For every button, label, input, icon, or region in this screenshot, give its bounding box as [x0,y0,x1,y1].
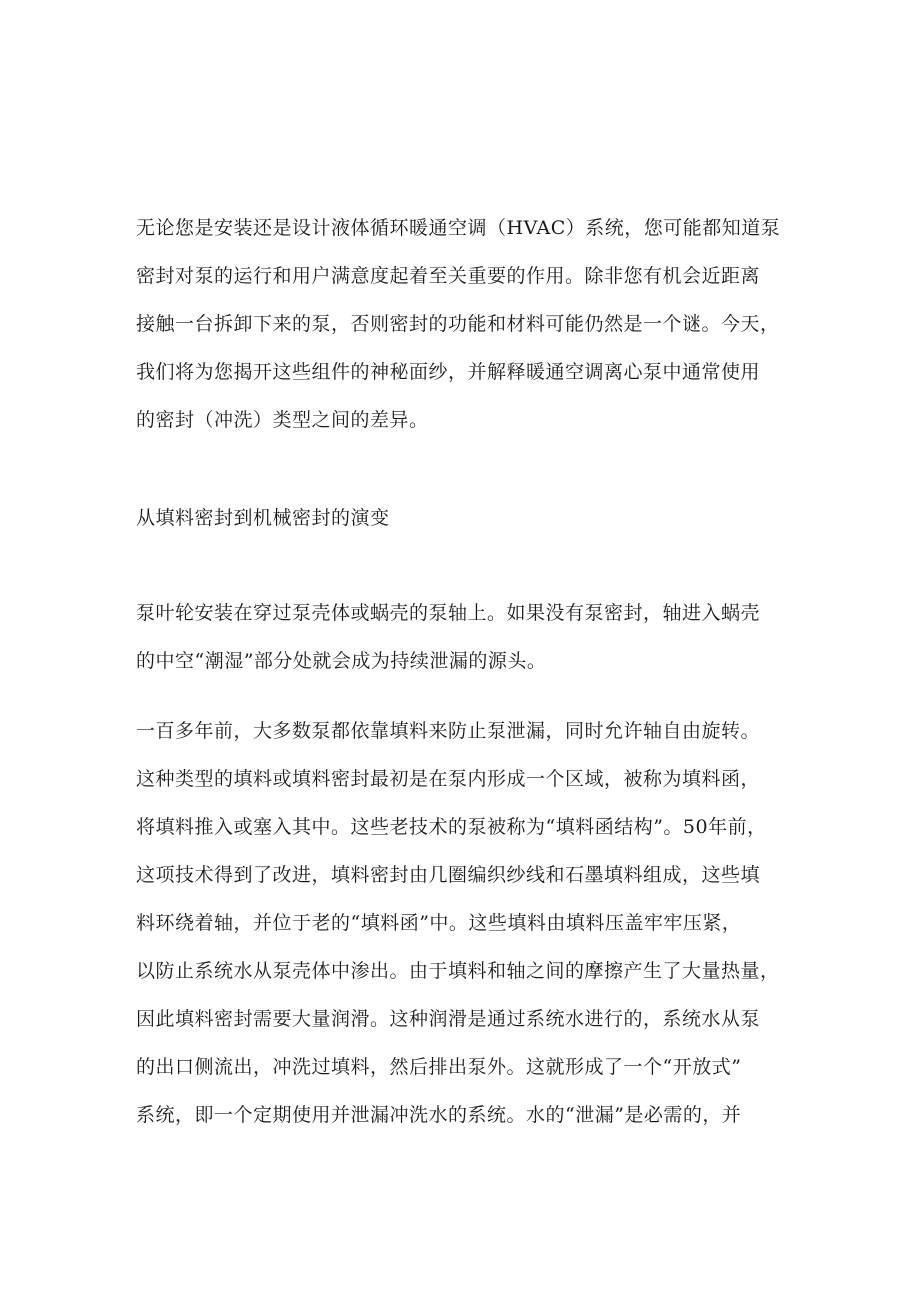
paragraph-3-line: 一百多年前，大多数泵都依靠填料来防止泵泄漏，同时允许轴自由旋转。 [136,720,761,742]
paragraph-1-line: 我们将为您揭开这些组件的神秘面纱，并解释暖通空调离心泵中通常使用 [136,361,761,383]
paragraph-3-line: 这种类型的填料或填料密封最初是在泵内形成一个区域，被称为填料函， [136,768,761,790]
paragraph-3-line: 的出口侧流出，冲洗过填料，然后排出泵外。这就形成了一个“开放式” [136,1056,742,1078]
paragraph-3-line: 以防止系统水从泵壳体中渗出。由于填料和轴之间的摩擦产生了大量热量， [136,960,780,982]
paragraph-3-line: 系统，即一个定期使用并泄漏冲洗水的系统。水的“泄漏”是必需的，并 [136,1104,742,1126]
paragraph-1-line: 密封对泵的运行和用户满意度起着至关重要的作用。除非您有机会近距离 [136,265,761,287]
paragraph-3-line: 这项技术得到了改进，填料密封由几圈编织纱线和石墨填料组成，这些填 [136,864,761,886]
paragraph-1-line: 的密封（冲洗）类型之间的差异。 [136,409,429,431]
paragraph-1-line: 无论您是安装还是设计液体循环暖通空调（HVAC）系统，您可能都知道泵 [136,217,781,239]
paragraph-3-line: 料环绕着轴，并位于老的“填料函”中。这些填料由填料压盖牢牢压紧， [136,912,742,934]
section-heading: 从填料密封到机械密封的演变 [136,507,390,529]
paragraph-3-line: 因此填料密封需要大量润滑。这种润滑是通过系统水进行的，系统水从泵 [136,1008,761,1030]
paragraph-2-line: 的中空“潮湿”部分处就会成为持续泄漏的源头。 [136,650,547,672]
paragraph-3-line: 将填料推入或塞入其中。这些老技术的泵被称为“填料函结构”。50年前， [136,816,767,838]
paragraph-1-line: 接触一台拆卸下来的泵，否则密封的功能和材料可能仍然是一个谜。今天， [136,313,780,335]
paragraph-2-line: 泵叶轮安装在穿过泵壳体或蜗壳的泵轴上。如果没有泵密封，轴进入蜗壳 [136,602,761,624]
